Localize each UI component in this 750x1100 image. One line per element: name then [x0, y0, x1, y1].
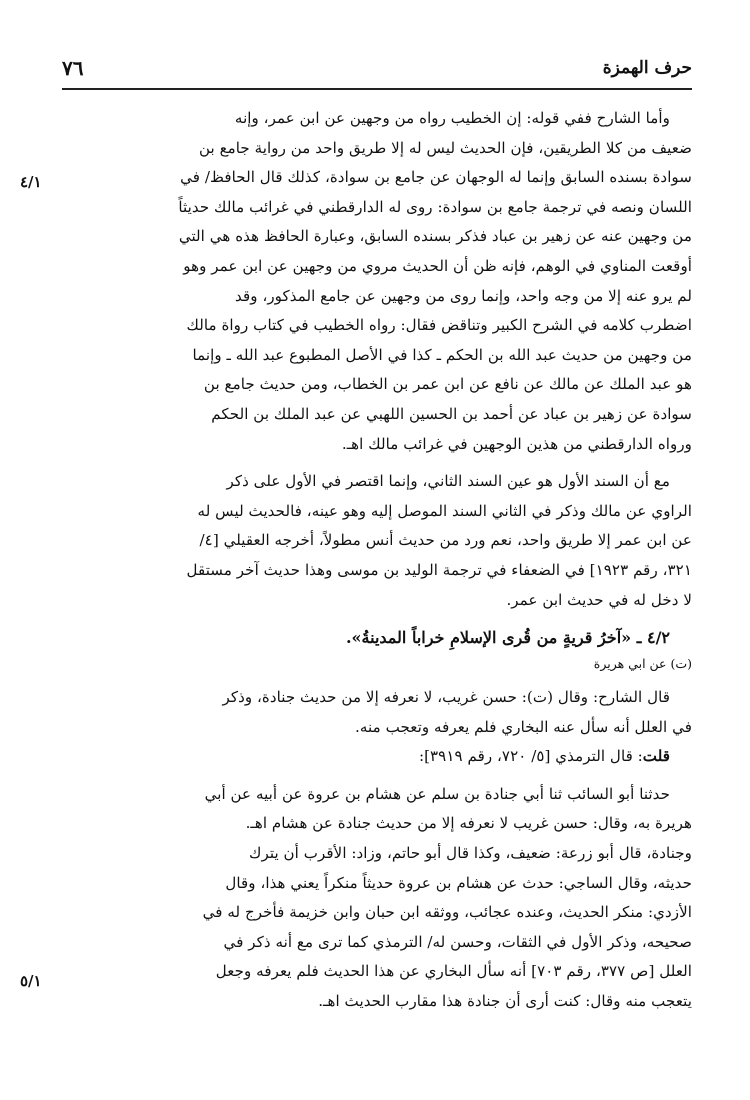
text-line: قال الشارح: وقال (ت): حسن غريب، لا نعرفه إلا من حديث جنادة، وذكر [222, 688, 670, 707]
text-line: في العلل أنه سأل عنه البخاري فلم يعرفه وتعجب منه. [355, 717, 692, 736]
page-header [62, 52, 692, 86]
text-line: الراوي عن مالك وذكر في الثاني السند الموصل إليه وهو عينه، فالحديث ليس له [197, 501, 692, 520]
text-line: الأزدي: منكر الحديث، وعنده عجائب، ووثقه ابن حبان وابن خزيمة فأخرج له في [202, 903, 692, 922]
main-text [58, 104, 692, 1017]
text-line: من وجهين عنه عن زهير بن عباد فذكر بسنده السابق، وعبارة الحافظ هذه هي التي [178, 227, 692, 246]
text-line: لا دخل له في حديث ابن عمر. [506, 590, 692, 609]
text-line: سوادة عن زهير بن عباد عن أحمد بن الحسين اللهبي عن عبد الملك بن الحكم [211, 404, 692, 423]
text-line: لم يرو عنه إلا من وجه واحد، وإنما روى من وجهين عن جامع المذكور، وقد [235, 286, 692, 305]
text-line: اللسان ونصه في ترجمة جامع بن سوادة: روى له الدارقطني في غرائب مالك حديثاً [178, 197, 692, 216]
qult-text: : قال الترمذي [٥/ ٧٢٠، رقم ٣٩١٩]: [418, 747, 643, 766]
text-line: هريرة به، وقال: حسن غريب لا نعرفه إلا من حديث جنادة عن هشام اهـ. [245, 814, 692, 833]
text-line: ٣٢١، رقم ١٩٢٣] في الضعفاء في ترجمة الوليد بن موسى وهذا حديث آخر مستقل [186, 560, 692, 579]
header-rule [62, 88, 692, 90]
qult-label: قلت [642, 747, 670, 766]
margin-ref-1: ٤/١ [20, 173, 42, 191]
text-line: حدثنا أبو السائب ثنا أبي جنادة بن سلم عن هشام بن عروة عن أبيه عن أبي [204, 784, 670, 803]
text-line: وأما الشارح ففي قوله: إن الخطيب رواه من وجهين عن ابن عمر، وإنه [234, 109, 670, 127]
text-line: يتعجب منه وقال: كنت أرى أن جنادة هذا مقارب الحديث اهـ. [318, 992, 692, 1011]
hadith-heading: ٤/٢ ـ «آخرُ قريةٍ من قُرى الإسلامِ خراباً المدينةُ». [345, 628, 670, 648]
hadith-source: (ت) عن ابي هريرة [593, 656, 692, 672]
margin-ref-2: ٥/١ [20, 972, 42, 990]
text-line: ضعيف من كلا الطريقين، فإن الحديث ليس له إلا طريق واحد من رواية جامع بن [198, 138, 692, 157]
chapter-title: حرف الهمزة [602, 58, 692, 78]
text-line: العلل [ص ٣٧٧، رقم ٧٠٣] أنه سأل البخاري عن هذا الحديث فلم يعرفه وجعل [215, 962, 692, 981]
text-line: عن ابن عمر إلا طريق واحد، نعم ورد من حديث أنس مطولاً، أخرجه العقيلي [٤/ [199, 531, 692, 550]
text-line: سوادة بسنده السابق وإنما له الوجهان عن جامع بن سوادة، كذلك قال الحافظ/ في [180, 168, 692, 187]
text-line: صحيحه، وذكر الأول في الثقات، وحسن له/ الترمذي كما ترى مع أنه ذكر في [223, 932, 692, 951]
text-line: هو عبد الملك عن مالك عن نافع عن ابن عمر بن الخطاب، ومن حديث جامع بن [203, 375, 692, 394]
text-line: مع أن السند الأول هو عين السند الثاني، وإنما اقتصر في الأول على ذكر [226, 472, 670, 491]
text-line: اضطرب كلامه في الشرح الكبير وتناقض فقال: رواه الخطيب في كتاب رواة مالك [186, 316, 692, 335]
text-line: من وجهين من حديث عبد الله بن الحكم ـ كذا في الأصل المطبوع عبد الله ـ وإنما [192, 345, 692, 364]
text-line: حديثه، وقال الساجي: حدث عن هشام بن عروة حديثاً منكراً يعني هذا، وقال [225, 873, 692, 892]
qult-line [58, 742, 692, 772]
text-line: وجنادة، قال أبو زرعة: ضعيف، وكذا قال أبو حاتم، وزاد: الأقرب أن يترك [248, 844, 692, 863]
text-line: أوقعت المناوي في الوهم، فإنه ظن أن الحديث مروي من وجهين عن ابن عمر وهو [183, 256, 692, 275]
page-number: ٧٦ [62, 56, 84, 80]
text-line: ورواه الدارقطني من هذين الوجهين في غرائب مالك اهـ. [341, 434, 692, 453]
